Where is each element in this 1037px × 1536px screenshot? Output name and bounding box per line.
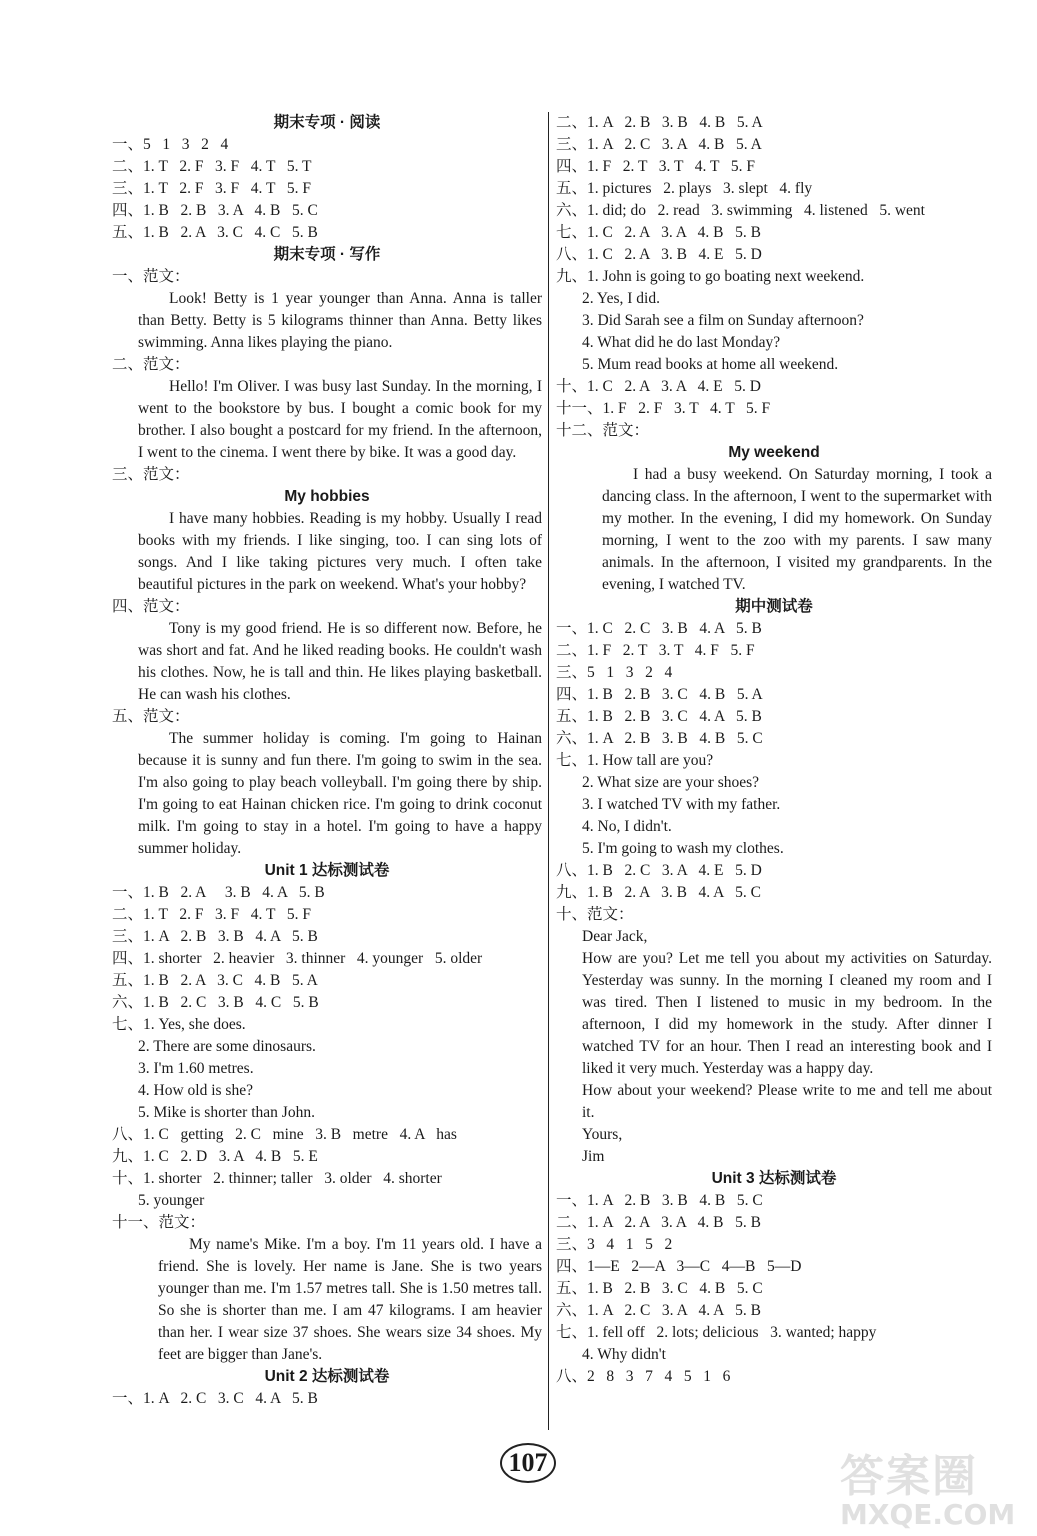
essay-paragraph: The summer holiday is coming. I'm going to Hainan because it is sunny and fun there. I'm going to swim in the sea. I'm also going to play beach volleyball. I'm going there by ship. I'm going to eat Hainan chicken rice. I'm going to drink coconut milk. I'm going to stay in a hotel. I'm going to have a happy summer holiday.	[138, 730, 542, 857]
answer-line: 六、1. B 2. C 3. B 4. C 5. B	[112, 994, 319, 1011]
answer-line: 六、1. did; do 2. read 3. swimming 4. listened 5. went	[556, 202, 925, 219]
answer-line: 十、1. shorter 2. thinner; taller 3. older 4. shorter	[112, 1170, 442, 1187]
section-heading: 期末专项 · 写作	[273, 246, 381, 263]
section-heading: Unit 3 达标测试卷	[711, 1170, 837, 1187]
answer-line: 四、范文：	[112, 598, 190, 615]
answer-line: 十一、1. F 2. F 3. T 4. T 5. F	[556, 400, 771, 417]
answer-line: 七、1. C 2. A 3. A 4. B 5. B	[556, 224, 761, 241]
answer-line: 五、1. B 2. A 3. C 4. C 5. B	[112, 224, 318, 241]
answer-line: 二、1. A 2. B 3. B 4. B 5. A	[556, 114, 763, 131]
answer-line: Yours,	[582, 1126, 623, 1143]
answer-line: 五、范文：	[112, 708, 190, 725]
section-heading: 期中测试卷	[735, 598, 813, 615]
essay-paragraph: Hello! I'm Oliver. I was busy last Sunday. In the morning, I went to the bookstore by bus. I bought a comic book for my brother. I also bought a postcard for my friend. In the afternoon, I went to the cinema. I went there by bike. It was a good day.	[138, 378, 542, 461]
answer-line: 四、1—E 2—A 3—C 4—B 5—D	[556, 1258, 802, 1275]
answer-line: 六、1. A 2. C 3. A 4. A 5. B	[556, 1302, 761, 1319]
answer-line: 二、1. F 2. T 3. T 4. F 5. F	[556, 642, 755, 659]
answer-line: 三、5 1 3 2 4	[556, 664, 673, 681]
left-column	[112, 112, 542, 1410]
answer-line: 七、1. Yes, she does.	[112, 1016, 246, 1033]
answer-line: 一、1. C 2. C 3. B 4. A 5. B	[556, 620, 762, 637]
answer-line: 5. Mike is shorter than John.	[138, 1104, 315, 1121]
watermark-cn: 答案圈	[840, 1451, 978, 1502]
answer-line: 3. I watched TV with my father.	[582, 796, 781, 813]
answer-line: 四、1. B 2. B 3. A 4. B 5. C	[112, 202, 318, 219]
answer-line: 三、1. T 2. F 3. F 4. T 5. F	[112, 180, 311, 197]
answer-line: 九、1. John is going to go boating next weekend.	[556, 268, 865, 285]
answer-line: 5. younger	[138, 1192, 205, 1209]
answer-line: 4. Why didn't	[582, 1346, 666, 1363]
essay-paragraph: How about your weekend? Please write to me and tell me about it.	[582, 1082, 992, 1121]
answer-line: 五、1. pictures 2. plays 3. slept 4. fly	[556, 180, 813, 197]
answer-line: 七、1. fell off 2. lots; delicious 3. wanted; happy	[556, 1324, 877, 1341]
answer-line: 4. No, I didn't.	[582, 818, 672, 835]
answer-line: 2. What size are your shoes?	[582, 774, 760, 791]
answer-line: 一、1. A 2. B 3. B 4. B 5. C	[556, 1192, 763, 1209]
answer-line: 八、2 8 3 7 4 5 1 6	[556, 1368, 731, 1385]
answer-line: 一、范文：	[112, 268, 190, 285]
section-heading: 期末专项 · 阅读	[273, 114, 381, 131]
answer-line: 十二、范文：	[556, 422, 650, 439]
essay-paragraph: How are you? Let me tell you about my activities on Saturday. Yesterday was sunny. In the morning I cleaned my room and I was tired. Then I listened to music in my bedroom. In the afternoon, I did my homework in the study. After dinner I watched TV for an hour. Then I read an interesting book and I liked it very much. Yesterday was a happy day.	[582, 950, 992, 1077]
column-divider	[548, 112, 549, 1430]
answer-line: 五、1. B 2. B 3. C 4. B 5. C	[556, 1280, 763, 1297]
answer-line: 七、1. How tall are you?	[556, 752, 714, 769]
essay-paragraph: I had a busy weekend. On Saturday morning, I took a dancing class. In the afternoon, I went to the supermarket with my mother. In the evening, I did my homework. On Sunday morning, I went to the zoo with my parents. I saw many animals. In the afternoon, I visited my grandparents. In the evening, I watched TV.	[602, 466, 992, 593]
section-heading: Unit 1 达标测试卷	[264, 862, 390, 879]
essay-paragraph: I have many hobbies. Reading is my hobby. Usually I read books with my friends. I like singing, too. I can sing lots of songs. And I like taking pictures very much. I often take beautiful pictures in the park on weekend. What's your hobby?	[138, 510, 542, 593]
section-heading: My hobbies	[284, 488, 370, 505]
answer-line: 十、1. C 2. A 3. A 4. E 5. D	[556, 378, 761, 395]
answer-line: 九、1. B 2. A 3. B 4. A 5. C	[556, 884, 761, 901]
essay-paragraph: Tony is my good friend. He is so different now. Before, he was short and fat. And he liked reading books. He couldn't wash his clothes. Now, he is tall and thin. He likes playing basketball. He can wash his clothes.	[138, 620, 542, 703]
answer-line: 2. Yes, I did.	[582, 290, 660, 307]
essay-paragraph: My name's Mike. I'm a boy. I'm 11 years old. I have a friend. She is lovely. Her name is Jane. She is two years younger than me. I'm 1.57 metres tall. She is 1.50 metres tall. So she is shorter than me. I am 47 kilograms. I am heavier than her. I wear size 37 shoes. She wears size 34 shoes. My feet are bigger than Jane's.	[158, 1236, 542, 1363]
answer-line: 5. I'm going to wash my clothes.	[582, 840, 784, 857]
answer-line: 八、1. C getting 2. C mine 3. B metre 4. A has	[112, 1126, 457, 1143]
answer-line: 一、1. A 2. C 3. C 4. A 5. B	[112, 1390, 318, 1407]
answer-line: 六、1. A 2. B 3. B 4. B 5. C	[556, 730, 763, 747]
answer-line: 九、1. C 2. D 3. A 4. B 5. E	[112, 1148, 318, 1165]
answer-line: 八、1. C 2. A 3. B 4. E 5. D	[556, 246, 762, 263]
watermark-logo	[840, 1440, 1030, 1530]
page-number	[500, 1443, 556, 1483]
page-number-text: 107	[508, 1448, 548, 1477]
answer-line: 十、范文：	[556, 906, 634, 923]
answer-line: 二、1. A 2. A 3. A 4. B 5. B	[556, 1214, 761, 1231]
answer-line: Jim	[582, 1148, 605, 1165]
answer-line: 四、1. F 2. T 3. T 4. T 5. F	[556, 158, 755, 175]
answer-line: 4. What did he do last Monday?	[582, 334, 781, 351]
answer-line: 四、1. B 2. B 3. C 4. B 5. A	[556, 686, 763, 703]
answer-line: 5. Mum read books at home all weekend.	[582, 356, 839, 373]
section-heading: Unit 2 达标测试卷	[264, 1368, 390, 1385]
answer-line: 三、3 4 1 5 2	[556, 1236, 673, 1253]
answer-line: 三、范文：	[112, 466, 190, 483]
answer-line: 3. Did Sarah see a film on Sunday afternoon?	[582, 312, 864, 329]
answer-line: Dear Jack,	[582, 928, 648, 945]
watermark-en: MXQE.COM	[840, 1498, 1016, 1531]
answer-line: 3. I'm 1.60 metres.	[138, 1060, 254, 1077]
answer-line: 三、1. A 2. C 3. A 4. B 5. A	[556, 136, 762, 153]
answer-line: 一、1. B 2. A 3. B 4. A 5. B	[112, 884, 325, 901]
answer-line: 2. There are some dinosaurs.	[138, 1038, 316, 1055]
essay-paragraph: Look! Betty is 1 year younger than Anna. Anna is taller than Betty. Betty is 5 kilograms thinner than Anna. Betty likes swimming. Anna likes playing the piano.	[138, 290, 542, 351]
answer-line: 二、1. T 2. F 3. F 4. T 5. F	[112, 906, 311, 923]
answer-line: 五、1. B 2. A 3. C 4. B 5. A	[112, 972, 318, 989]
answer-line: 五、1. B 2. B 3. C 4. A 5. B	[556, 708, 762, 725]
right-column	[556, 112, 992, 1388]
answer-line: 十一、范文：	[112, 1214, 206, 1231]
answer-line: 一、5 1 3 2 4	[112, 136, 229, 153]
section-heading: My weekend	[728, 444, 820, 461]
answer-line: 三、1. A 2. B 3. B 4. A 5. B	[112, 928, 318, 945]
answer-line: 八、1. B 2. C 3. A 4. E 5. D	[556, 862, 762, 879]
answer-line: 二、范文：	[112, 356, 190, 373]
answer-line: 二、1. T 2. F 3. F 4. T 5. T	[112, 158, 312, 175]
answer-line: 四、1. shorter 2. heavier 3. thinner 4. younger 5. older	[112, 950, 483, 967]
answer-line: 4. How old is she?	[138, 1082, 253, 1099]
